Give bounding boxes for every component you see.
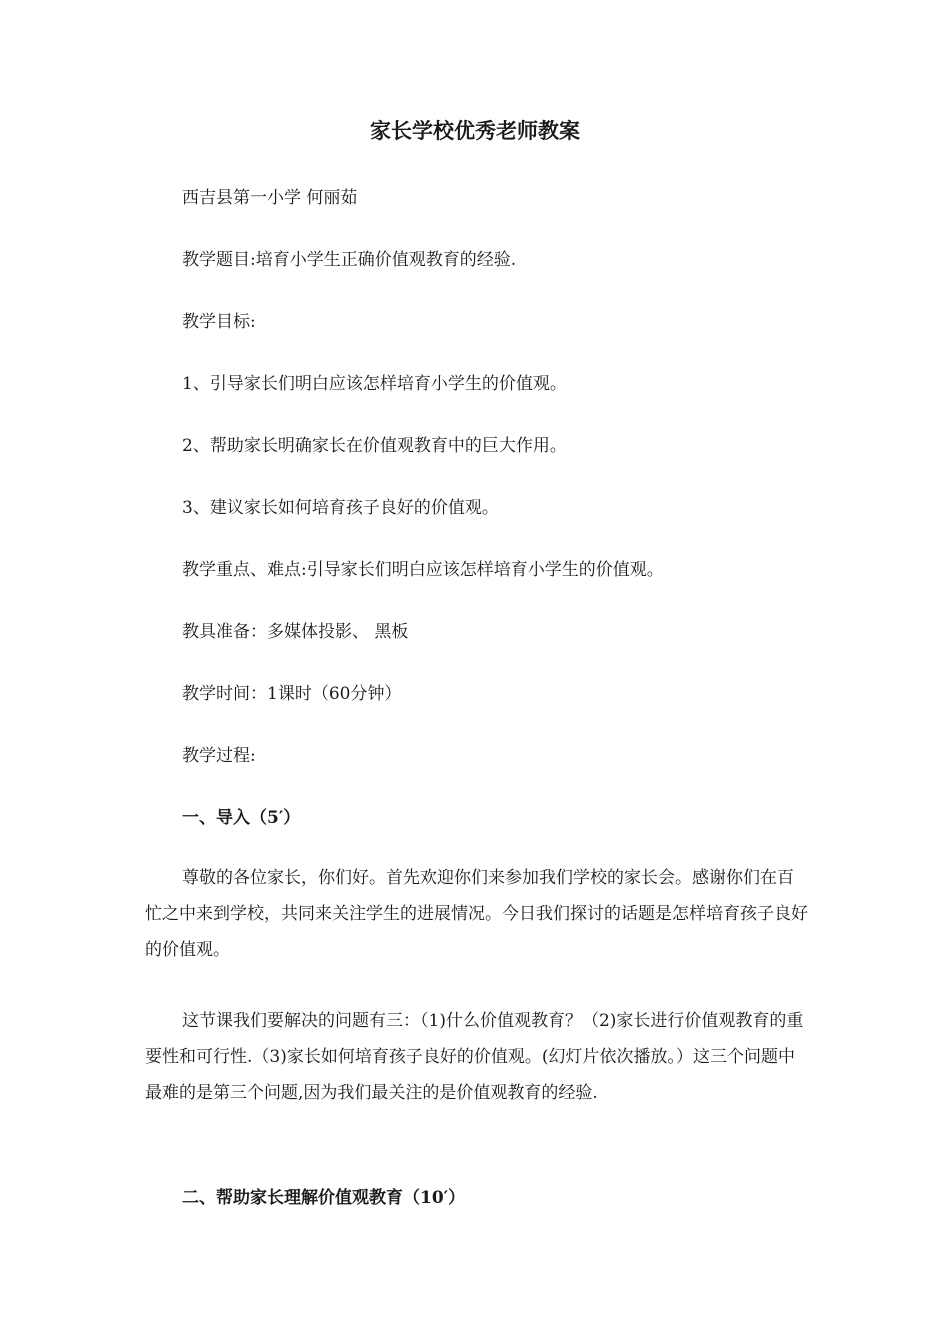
section-1-paragraph-1: 尊敬的各位家长，你们好。首先欢迎你们来参加我们学校的家长会。感谢你们在百忙之中来到学校，共同来关注学生的进展情况。今日我们探讨的话题是怎样培育孩子良好的价值观。 — [145, 868, 808, 960]
goal-item-2: 2、帮助家长明确家长在价值观教育中的巨大作用。 — [182, 436, 567, 456]
author-line: 西吉县第一小学 何丽茹 — [182, 188, 358, 208]
goal-item-1: 1、引导家长们明白应该怎样培育小学生的价值观。 — [182, 374, 567, 394]
section-2-heading: 二、帮助家长理解价值观教育（10′） — [182, 1188, 466, 1208]
document-title: 家长学校优秀老师教案 — [370, 118, 580, 143]
goal-item-3: 3、建议家长如何培育孩子良好的价值观。 — [182, 498, 499, 518]
teaching-topic: 教学题目:培育小学生正确价值观教育的经验. — [182, 250, 517, 270]
goals-label: 教学目标: — [182, 312, 256, 332]
section-1-paragraph-2: 这节课我们要解决的问题有三：（1)什么价值观教育？（2)家长进行价值观教育的重要性和可行性.（3)家长如何培育孩子良好的价值观。(幻灯片依次播放。）这三个问题中最难的是第三个问题,因为我们最关注的是价值观教育的经验. — [145, 1011, 804, 1103]
teaching-tools: 教具准备：多媒体投影、 黑板 — [182, 622, 409, 642]
key-points: 教学重点、难点:引导家长们明白应该怎样培育小学生的价值观。 — [182, 560, 664, 580]
process-label: 教学过程: — [182, 746, 256, 766]
section-1-heading: 一、导入（5′） — [182, 808, 301, 828]
teaching-time: 教学时间：1课时（60分钟） — [182, 684, 402, 704]
